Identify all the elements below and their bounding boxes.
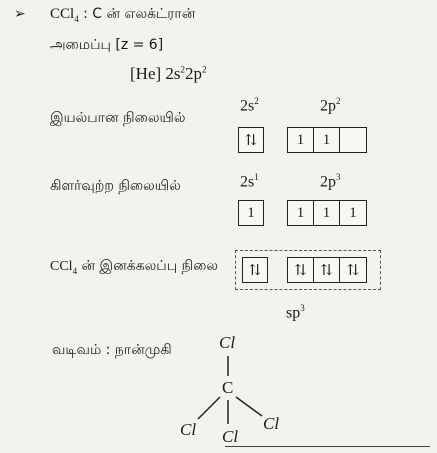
ground-2p-orbital: 1: [288, 128, 314, 152]
electron-config-label: அமைப்பு [z = 6]: [50, 37, 164, 53]
hybrid-p-orbital: ⇅: [346, 262, 360, 279]
excited-p-sup: 3: [336, 172, 341, 182]
excited-s-text: 2s: [240, 173, 255, 191]
ground-2p-orbital: 1: [314, 128, 340, 152]
atom-c-center: C: [222, 378, 234, 397]
config-s-sup: 2: [180, 64, 186, 75]
excited-2p-orbital: 1: [314, 201, 340, 225]
bond-left: [198, 397, 220, 419]
ground-p-text: 2p: [320, 97, 336, 115]
hybrid-s-orbital: ⇅: [242, 257, 268, 283]
hybrid-label-post: ன் இனக்கலப்பு நிலை: [77, 258, 219, 274]
sp3-sup: 3: [300, 303, 305, 313]
atom-cl-bottom: Cl: [222, 427, 239, 446]
formula-sub: 4: [74, 14, 79, 24]
atom-cl-top: Cl: [219, 333, 236, 352]
ground-state-label: இயல்பான நிலையில்: [50, 110, 186, 126]
excited-2p-orbital: 1: [349, 204, 357, 221]
bottom-rule: [225, 446, 430, 447]
excited-s-sup: 1: [254, 172, 259, 182]
sp3-text: sp: [286, 304, 301, 322]
excited-2p-orbital: 1: [288, 201, 314, 225]
hybrid-p-orbital: ⇅: [314, 258, 340, 282]
config-base: [He] 2s: [130, 64, 181, 83]
bond-right: [236, 397, 262, 416]
bullet-icon: ➢: [14, 6, 26, 22]
formula-rest: : C ன் எலக்ட்ரான்: [78, 6, 196, 22]
ground-p-sup: 2: [336, 96, 341, 106]
ground-s-sup: 2: [254, 96, 259, 106]
atom-cl-left: Cl: [180, 420, 197, 439]
formula-main: CCl: [50, 6, 75, 22]
excited-2s-orbital: 1: [238, 200, 264, 226]
hybrid-p-orbital: ⇅: [288, 258, 314, 282]
hybrid-label-pre: CCl: [50, 259, 73, 274]
excited-state-label: கிளர்வுற்ற நிலையில்: [50, 178, 181, 194]
config-p: 2p: [185, 64, 203, 83]
ground-2s-orbital: ⇅: [238, 127, 264, 153]
excited-p-text: 2p: [320, 173, 336, 191]
ground-s-text: 2s: [240, 97, 255, 115]
config-p-sup: 2: [202, 64, 207, 75]
atom-cl-right: Cl: [263, 414, 280, 433]
shape-label: வடிவம் : நான்முகி: [52, 342, 172, 358]
hybrid-label-sub: 4: [72, 265, 78, 276]
